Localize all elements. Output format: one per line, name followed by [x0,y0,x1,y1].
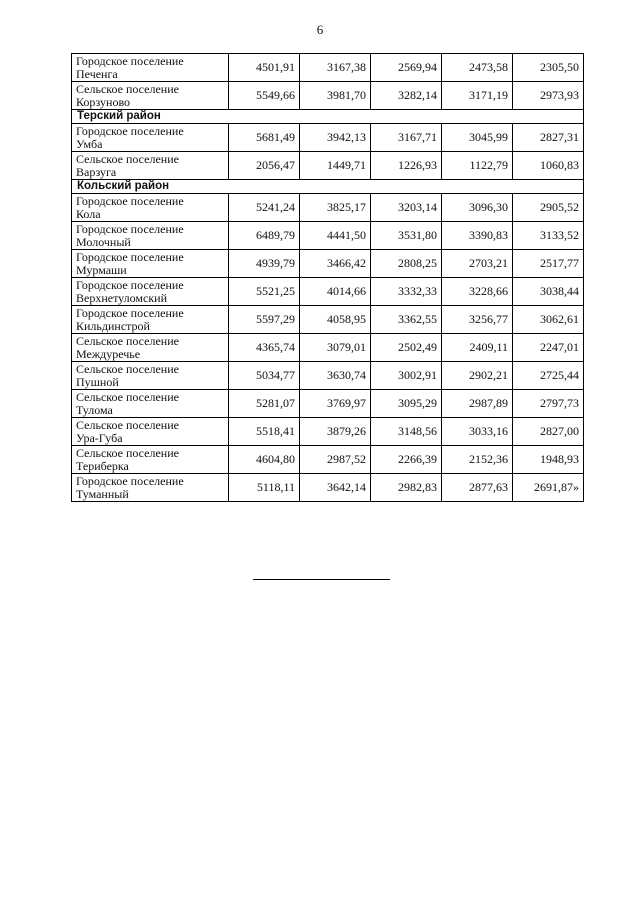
section-header-row [72,180,584,194]
settlement-cell [72,334,229,362]
settlement-cell [72,474,229,502]
settlement-cell [72,446,229,474]
value-cell: 2827,00 [513,418,584,446]
value-cell: 2877,63 [442,474,513,502]
settlement-name: Кильдинстрой [76,318,150,333]
settlement-type: Сельское поселение [76,81,179,96]
settlement-name: Корзуново [76,94,131,109]
value-cell: 5597,29 [229,306,300,334]
value-cell: 6489,79 [229,222,300,250]
value-cell: 2056,47 [229,152,300,180]
value-cell: 1060,83 [513,152,584,180]
value-cell: 3095,29 [371,390,442,418]
settlement-cell [72,194,229,222]
table-row [72,222,584,250]
settlement-type: Городское поселение [76,53,184,68]
value-cell: 1122,79 [442,152,513,180]
value-cell: 3942,13 [300,124,371,152]
table-row [72,418,584,446]
settlement-type: Сельское поселение [76,417,179,432]
settlement-cell [72,222,229,250]
table-row [72,446,584,474]
value-cell: 3079,01 [300,334,371,362]
value-cell: 2502,49 [371,334,442,362]
table-row [72,54,584,82]
value-cell: 3203,14 [371,194,442,222]
value-cell: 5549,66 [229,82,300,110]
value-cell: 2982,83 [371,474,442,502]
value-cell: 2905,52 [513,194,584,222]
table-row [72,306,584,334]
value-cell: 3171,19 [442,82,513,110]
settlement-name: Кола [76,206,101,221]
value-cell: 5521,25 [229,278,300,306]
value-cell: 3981,70 [300,82,371,110]
settlement-name: Тулома [76,402,113,417]
value-cell: 3531,80 [371,222,442,250]
value-cell: 4441,50 [300,222,371,250]
value-cell: 2902,21 [442,362,513,390]
settlement-cell [72,278,229,306]
settlement-name: Ура-Губа [76,430,123,445]
value-cell: 3167,38 [300,54,371,82]
settlement-type: Городское поселение [76,249,184,264]
table-row [72,250,584,278]
settlement-type: Городское поселение [76,305,184,320]
settlement-cell [72,152,229,180]
value-cell: 3879,26 [300,418,371,446]
value-cell: 3228,66 [442,278,513,306]
value-cell: 1449,71 [300,152,371,180]
value-cell: 4058,95 [300,306,371,334]
value-cell: 2247,01 [513,334,584,362]
value-cell: 3630,74 [300,362,371,390]
value-cell: 3390,83 [442,222,513,250]
page-number: 6 [316,22,324,37]
settlement-type: Городское поселение [76,221,184,236]
value-cell: 2152,36 [442,446,513,474]
table-row [72,82,584,110]
settlement-name: Междуречье [76,346,141,361]
table-row [72,152,584,180]
table-row [72,390,584,418]
value-cell: 3466,42 [300,250,371,278]
value-cell: 2266,39 [371,446,442,474]
value-cell: 3133,52 [513,222,584,250]
value-cell: 2409,11 [442,334,513,362]
value-cell: 2703,21 [442,250,513,278]
value-cell: 2973,93 [513,82,584,110]
table-row [72,278,584,306]
settlement-type: Городское поселение [76,193,184,208]
value-cell: 4939,79 [229,250,300,278]
value-cell: 3062,61 [513,306,584,334]
settlement-cell [72,82,229,110]
value-cell: 2827,31 [513,124,584,152]
section-title: Кольский район [72,180,584,194]
value-cell: 2305,50 [513,54,584,82]
value-cell: 3256,77 [442,306,513,334]
settlement-type: Городское поселение [76,277,184,292]
table-row [72,334,584,362]
value-cell: 3033,16 [442,418,513,446]
settlement-table [71,53,584,502]
value-cell: 2808,25 [371,250,442,278]
value-cell: 4604,80 [229,446,300,474]
settlement-name: Умба [76,136,103,151]
settlement-cell [72,362,229,390]
value-cell: 5681,49 [229,124,300,152]
settlement-cell [72,54,229,82]
table-row [72,194,584,222]
settlement-name: Териберка [76,458,129,473]
settlement-name: Варзуга [76,164,117,179]
value-cell: 2691,87» [513,474,584,502]
settlement-type: Сельское поселение [76,151,179,166]
value-cell: 4501,91 [229,54,300,82]
section-title: Терский район [72,110,584,124]
value-cell: 3148,56 [371,418,442,446]
value-cell: 2473,58 [442,54,513,82]
value-cell: 3096,30 [442,194,513,222]
value-cell: 2987,89 [442,390,513,418]
settlement-type: Сельское поселение [76,445,179,460]
value-cell: 5034,77 [229,362,300,390]
settlement-name: Печенга [76,66,118,81]
value-cell: 2987,52 [300,446,371,474]
settlement-cell [72,418,229,446]
settlement-name: Мурмаши [76,262,127,277]
value-cell: 5118,11 [229,474,300,502]
value-cell: 3825,17 [300,194,371,222]
settlement-cell [72,390,229,418]
end-rule [253,579,390,580]
settlement-name: Туманный [76,486,129,501]
settlement-cell [72,250,229,278]
section-header-row [72,110,584,124]
settlement-cell [72,124,229,152]
settlement-type: Городское поселение [76,473,184,488]
value-cell: 3362,55 [371,306,442,334]
table-row [72,362,584,390]
table-row [72,124,584,152]
value-cell: 4365,74 [229,334,300,362]
value-cell: 2517,77 [513,250,584,278]
value-cell: 2725,44 [513,362,584,390]
value-cell: 3769,97 [300,390,371,418]
value-cell: 1226,93 [371,152,442,180]
value-cell: 3002,91 [371,362,442,390]
value-cell: 2569,94 [371,54,442,82]
value-cell: 5281,07 [229,390,300,418]
value-cell: 1948,93 [513,446,584,474]
value-cell: 3332,33 [371,278,442,306]
table-row [72,474,584,502]
settlement-name: Пушной [76,374,119,389]
value-cell: 3642,14 [300,474,371,502]
value-cell: 2797,73 [513,390,584,418]
settlement-type: Сельское поселение [76,361,179,376]
value-cell: 3282,14 [371,82,442,110]
settlement-type: Сельское поселение [76,333,179,348]
value-cell: 4014,66 [300,278,371,306]
settlement-cell [72,306,229,334]
settlement-type: Городское поселение [76,123,184,138]
settlement-name: Молочный [76,234,131,249]
value-cell: 5241,24 [229,194,300,222]
settlement-type: Сельское поселение [76,389,179,404]
value-cell: 3038,44 [513,278,584,306]
value-cell: 5518,41 [229,418,300,446]
value-cell: 3167,71 [371,124,442,152]
value-cell: 3045,99 [442,124,513,152]
settlement-name: Верхнетуломский [76,290,167,305]
